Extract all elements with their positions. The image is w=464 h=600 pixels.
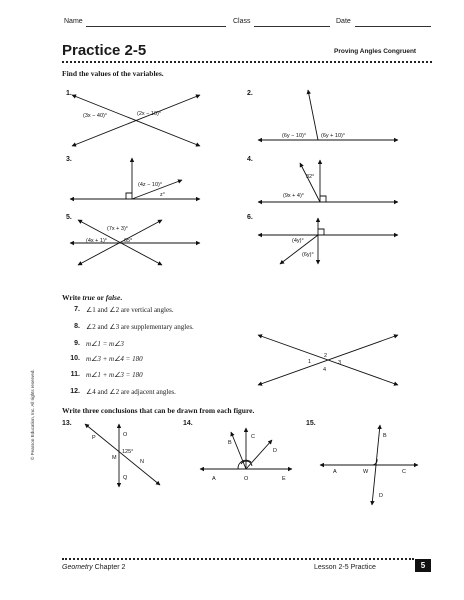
fig14-label: B bbox=[228, 440, 232, 446]
fig2-label: (6y − 10)° bbox=[282, 133, 307, 139]
fig7-label: 4 bbox=[323, 367, 327, 373]
item-number: 8. bbox=[74, 323, 80, 330]
item-number: 9. bbox=[74, 340, 80, 347]
fig1-label: (3x − 40)° bbox=[83, 113, 108, 119]
fig13-label: N bbox=[140, 459, 144, 465]
fig14-label: D bbox=[273, 448, 277, 454]
class-label: Class bbox=[233, 18, 251, 25]
item-number: 7. bbox=[74, 306, 80, 313]
fig4-label: (9x + 4)° bbox=[283, 193, 304, 199]
copyright-text: © Pearson Education, Inc. All rights reserved. bbox=[30, 369, 35, 460]
problem-number: 14. bbox=[183, 420, 193, 427]
section3-instruction: Write three conclusions that can be drawn from each figure. bbox=[62, 406, 255, 415]
item-number: 11. bbox=[70, 371, 80, 378]
item-text: m∠1 = m∠3 bbox=[86, 340, 124, 348]
section1-instruction: Find the values of the variables. bbox=[62, 69, 164, 78]
problem-number: 6. bbox=[247, 214, 253, 221]
fig13-label: M bbox=[112, 455, 117, 461]
fig14-ray-od bbox=[246, 440, 272, 469]
fig14-label: A bbox=[212, 476, 216, 482]
item-text: ∠1 and ∠2 are vertical angles. bbox=[86, 306, 174, 314]
fig13-label: Q bbox=[123, 475, 128, 481]
fig7-label: 3 bbox=[338, 360, 342, 366]
fig3-label: (4z − 10)° bbox=[138, 182, 163, 188]
fig1-label: (2x − 10)° bbox=[137, 111, 162, 117]
problem-number: 4. bbox=[247, 156, 253, 163]
fig13-label: P bbox=[92, 435, 96, 441]
fig4-label: 32° bbox=[306, 174, 315, 180]
section2-instruction: Write true or false. bbox=[62, 293, 123, 302]
item-number: 12. bbox=[70, 388, 80, 395]
fig5-label: 65° bbox=[124, 238, 133, 244]
fig6-label: (6y)° bbox=[302, 252, 314, 258]
problem-number: 5. bbox=[66, 214, 72, 221]
fig7-label: 2 bbox=[324, 353, 328, 359]
item-number: 10. bbox=[70, 355, 80, 362]
fig13-label: 125° bbox=[122, 449, 134, 455]
footer-left: Geometry Chapter 2 bbox=[62, 564, 126, 571]
fig15-label: W bbox=[363, 469, 369, 475]
page-subtitle: Proving Angles Congruent bbox=[334, 48, 417, 55]
footer-right: Lesson 2-5 Practice bbox=[314, 564, 376, 571]
fig14-label: C bbox=[251, 434, 255, 440]
name-label: Name bbox=[64, 18, 83, 25]
fig14-label: O bbox=[244, 476, 249, 482]
item-text: ∠4 and ∠2 are adjacent angles. bbox=[86, 388, 176, 396]
page-title: Practice 2-5 bbox=[62, 42, 147, 59]
item-text: m∠3 + m∠4 = 180 bbox=[86, 355, 143, 363]
fig14-label: E bbox=[282, 476, 286, 482]
problem-number: 2. bbox=[247, 90, 253, 97]
footer-rule bbox=[62, 558, 414, 563]
date-label: Date bbox=[336, 18, 351, 25]
fig5-label: (4x + 1)° bbox=[86, 238, 107, 244]
fig15-label: C bbox=[402, 469, 406, 475]
fig15-label: D bbox=[379, 493, 383, 499]
fig5-label: (7x + 3)° bbox=[107, 226, 128, 232]
problem-number: 15. bbox=[306, 420, 316, 427]
item-text: m∠1 + m∠3 = 180 bbox=[86, 371, 143, 379]
fig13-label: O bbox=[123, 432, 128, 438]
fig2-label: (6y + 10)° bbox=[321, 133, 346, 139]
problem-number: 3. bbox=[66, 156, 72, 163]
page-number: 5 bbox=[415, 559, 431, 572]
item-text: ∠2 and ∠3 are supplementary angles. bbox=[86, 323, 194, 331]
fig7-label: 1 bbox=[308, 359, 312, 365]
fig14-ray-ob bbox=[231, 432, 246, 469]
problem-number: 13. bbox=[62, 420, 72, 427]
problem-number: 1. bbox=[66, 90, 72, 97]
fig15-label: A bbox=[333, 469, 337, 475]
fig3-label: z° bbox=[160, 192, 165, 198]
fig6-label: (4y)° bbox=[292, 238, 304, 244]
fig15-label: B bbox=[383, 433, 387, 439]
